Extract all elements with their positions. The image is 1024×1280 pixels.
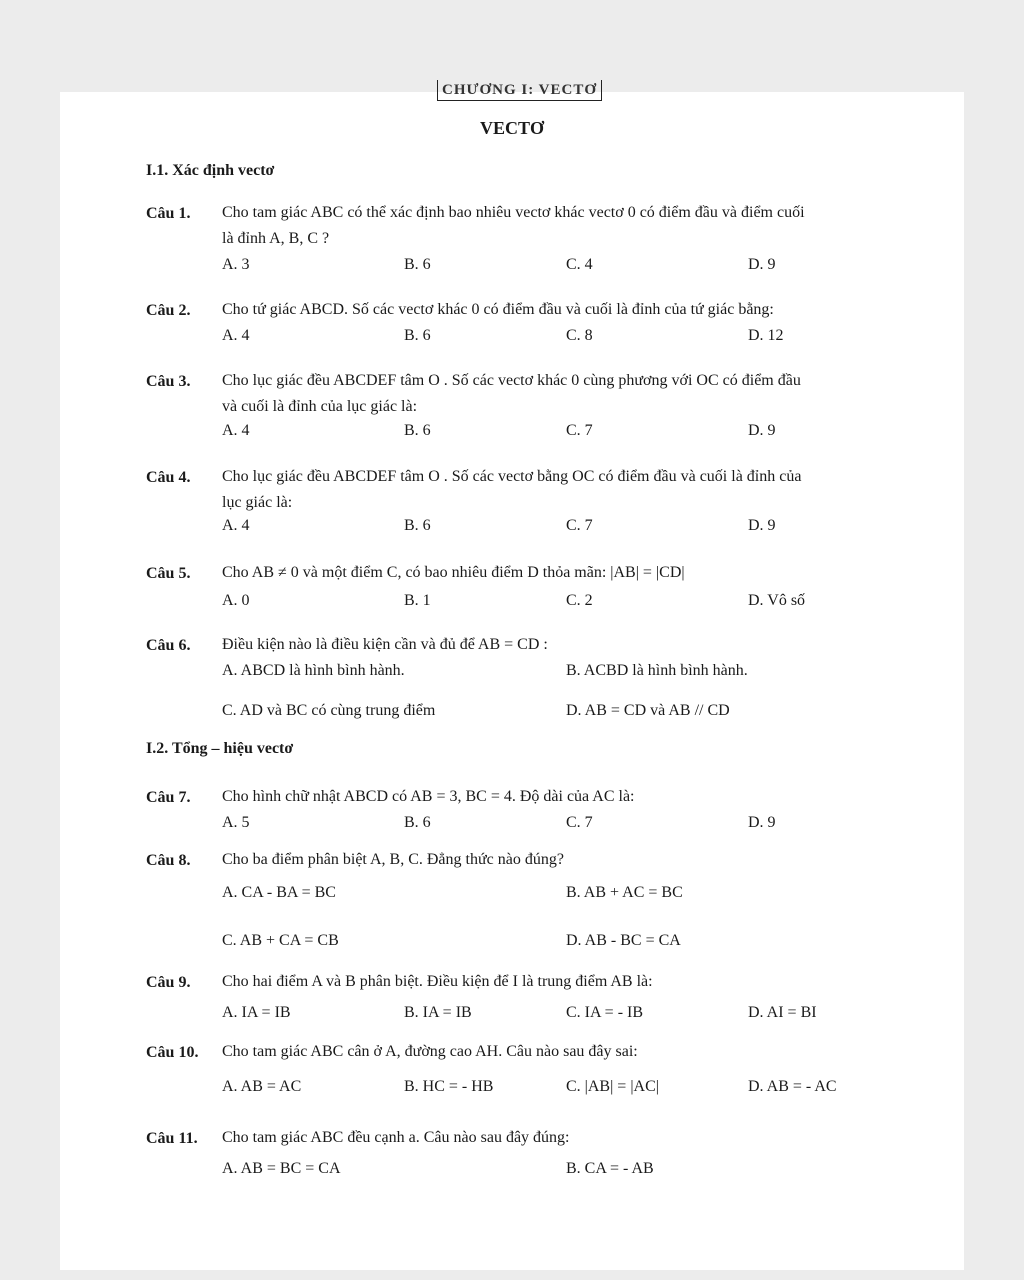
option-d: D. Vô số <box>748 592 806 609</box>
question-stem <box>222 969 912 995</box>
question-stem-line: Cho ba điểm phân biệt A, B, C. Đẳng thức nào đúng? <box>222 851 564 868</box>
option-a: A. IA = IB <box>222 1004 291 1021</box>
option-b: B. ACBD là hình bình hành. <box>566 662 748 679</box>
question-stem-line: lục giác là: <box>222 494 293 511</box>
question-stem-line: và cuối là đỉnh của lục giác là: <box>222 398 418 415</box>
section-heading: I.1. Xác định vectơ <box>146 162 275 179</box>
question-stem <box>222 200 912 252</box>
question-label: Câu 10. <box>146 1044 199 1061</box>
question-label: Câu 6. <box>146 637 191 654</box>
question-stem-line: Cho lục giác đều ABCDEF tâm O . Số các vectơ bằng OC có điểm đầu và cuối là đỉnh của <box>222 468 802 485</box>
question-stem <box>222 1125 912 1151</box>
option-d: D. 9 <box>748 814 776 831</box>
option-b: B. AB + AC = BC <box>566 884 683 901</box>
option-a: A. 4 <box>222 327 250 344</box>
question-label: Câu 5. <box>146 565 191 582</box>
option-c: C. 7 <box>566 517 593 534</box>
option-a: A. 4 <box>222 517 250 534</box>
option-c: C. AB + CA = CB <box>222 932 339 949</box>
question-stem <box>222 368 912 420</box>
option-d: D. AI = BI <box>748 1004 817 1021</box>
option-d: D. AB = CD và AB // CD <box>566 702 730 719</box>
option-b: B. 6 <box>404 517 431 534</box>
section-heading: I.2. Tổng – hiệu vectơ <box>146 740 294 757</box>
question-stem-line: Cho tứ giác ABCD. Số các vectơ khác 0 có điểm đầu và cuối là đỉnh của tứ giác bằng: <box>222 301 774 318</box>
option-b: B. 6 <box>404 327 431 344</box>
option-c: C. 8 <box>566 327 593 344</box>
option-a: A. AB = AC <box>222 1078 302 1095</box>
option-b: B. 1 <box>404 592 431 609</box>
option-a: A. ABCD là hình bình hành. <box>222 662 405 679</box>
question-stem-line: Cho AB ≠ 0 và một điểm C, có bao nhiêu điểm D thỏa mãn: |AB| = |CD| <box>222 564 685 581</box>
question-label: Câu 11. <box>146 1130 198 1147</box>
question-label: Câu 9. <box>146 974 191 991</box>
option-a: A. 3 <box>222 256 250 273</box>
question-label: Câu 2. <box>146 302 191 319</box>
question-stem <box>222 464 912 516</box>
option-c: C. IA = - IB <box>566 1004 644 1021</box>
question-label: Câu 7. <box>146 789 191 806</box>
question-stem <box>222 1039 912 1065</box>
option-c: C. 7 <box>566 422 593 439</box>
document-page <box>60 82 964 1270</box>
option-a: A. 4 <box>222 422 250 439</box>
page-title: VECTƠ <box>479 118 544 138</box>
question-stem-line: Điều kiện nào là điều kiện cần và đủ để AB = CD : <box>222 636 548 653</box>
option-b: B. 6 <box>404 814 431 831</box>
question-stem-line: Cho hai điểm A và B phân biệt. Điều kiện để I là trung điểm AB là: <box>222 973 653 990</box>
chapter-heading: CHƯƠNG I: VECTƠ <box>437 80 602 101</box>
question-stem <box>222 560 912 586</box>
option-c: C. |AB| = |AC| <box>566 1078 659 1095</box>
option-d: D. AB - BC = CA <box>566 932 681 949</box>
option-d: D. AB = - AC <box>748 1078 837 1095</box>
option-c: C. AD và BC có cùng trung điểm <box>222 702 436 719</box>
option-c: C. 4 <box>566 256 593 273</box>
option-d: D. 9 <box>748 517 776 534</box>
option-b: B. CA = - AB <box>566 1160 654 1177</box>
question-stem <box>222 784 912 810</box>
option-a: A. 5 <box>222 814 250 831</box>
option-d: D. 12 <box>748 327 784 344</box>
question-label: Câu 4. <box>146 469 191 486</box>
question-stem <box>222 847 912 873</box>
option-a: A. 0 <box>222 592 250 609</box>
option-b: B. 6 <box>404 256 431 273</box>
option-a: A. CA - BA = BC <box>222 884 336 901</box>
question-stem-line: Cho tam giác ABC cân ở A, đường cao AH. Câu nào sau đây sai: <box>222 1043 638 1060</box>
question-stem <box>222 297 912 323</box>
question-label: Câu 3. <box>146 373 191 390</box>
option-d: D. 9 <box>748 256 776 273</box>
question-stem-line: là đỉnh A, B, C ? <box>222 230 330 247</box>
option-b: B. 6 <box>404 422 431 439</box>
option-b: B. HC = - HB <box>404 1078 494 1095</box>
question-label: Câu 1. <box>146 205 191 222</box>
question-stem-line: Cho tam giác ABC có thể xác định bao nhiêu vectơ khác vectơ 0 có điểm đầu và điểm cuối <box>222 204 805 221</box>
question-stem-line: Cho hình chữ nhật ABCD có AB = 3, BC = 4. Độ dài của AC là: <box>222 788 635 805</box>
question-stem <box>222 632 912 658</box>
option-b: B. IA = IB <box>404 1004 472 1021</box>
question-label: Câu 8. <box>146 852 191 869</box>
question-stem-line: Cho lục giác đều ABCDEF tâm O . Số các vectơ khác 0 cùng phương với OC có điểm đầu <box>222 372 801 389</box>
option-a: A. AB = BC = CA <box>222 1160 341 1177</box>
option-c: C. 7 <box>566 814 593 831</box>
option-c: C. 2 <box>566 592 593 609</box>
option-d: D. 9 <box>748 422 776 439</box>
question-stem-line: Cho tam giác ABC đều cạnh a. Câu nào sau đây đúng: <box>222 1129 570 1146</box>
